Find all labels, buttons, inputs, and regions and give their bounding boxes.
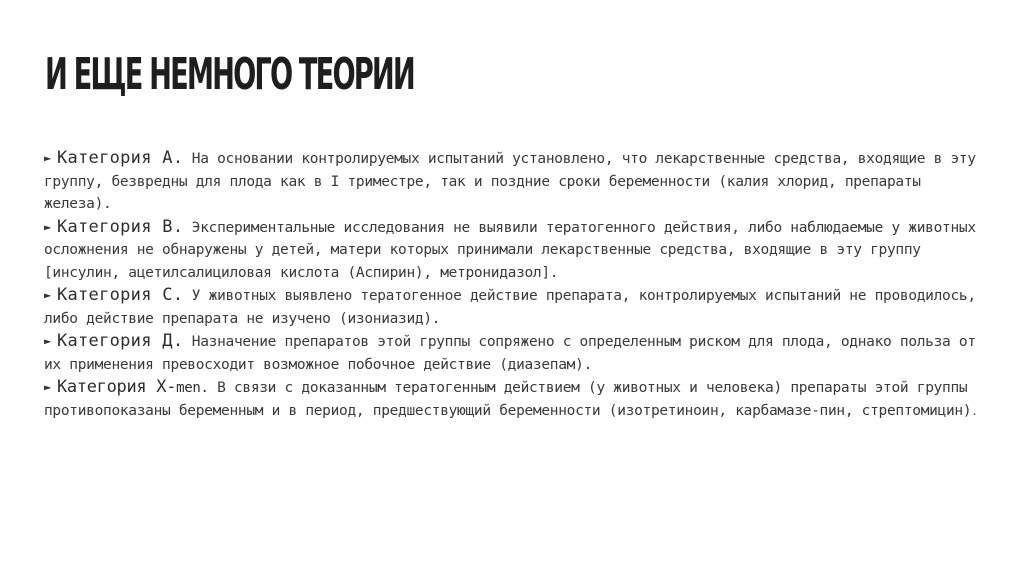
category-label-main: Категория Х- [56, 377, 177, 397]
list-item-category-a [44, 147, 984, 216]
category-label [57, 377, 209, 397]
category-list [44, 147, 984, 423]
bullet-icon: ► [44, 219, 51, 234]
bullet-icon: ► [44, 288, 51, 302]
category-label: Категория А. [56, 148, 184, 168]
bullet-icon: ► [44, 380, 51, 394]
category-text: Экспериментальные исследования не выявили тератогенного действия, либо наблюдаемые у животных осложнения не обнаружены у детей, матери которых принимали лекарственные средства, входящие в эту группу [инсулин, ацетилсалициловая кислота (Аспирин), метронидазол]. [44, 219, 976, 281]
slide-title: И ЕЩЕ НЕМНОГО ТЕОРИИ [45, 49, 414, 100]
category-label: Категория В. [56, 216, 184, 237]
bullet-icon: ► [44, 334, 51, 348]
list-item-category-c [44, 284, 984, 330]
category-label: Категория С. [56, 285, 184, 305]
category-text-tail: . [971, 404, 978, 418]
category-text: В связи с доказанным тератогенным действием (у животных и человека) препараты этой группы противопоказаны беременным и в период, предшествующий беременности (изотретиноин, карбамазе-пин, стрептомицин) [44, 380, 972, 419]
list-item-category-x [44, 376, 984, 423]
bullet-icon: ► [44, 151, 51, 165]
list-item-category-d [44, 330, 984, 376]
category-text: У животных выявлено тератогенное действие препарата, контролируемых испытаний не проводилось, либо действие препарата не изучено (изониазид). [44, 288, 976, 327]
category-text: На основании контролируемых испытаний установлено, что лекарственные средства, входящие в эту группу, безвредны для плода как в I триместре, так и поздние сроки беременности (калия хлорид, препараты железа). [44, 151, 976, 212]
category-text: Назначение препаратов этой группы сопряжено с определенным риском для плода, однако польза от их применения превосходит возможное побочное действие (диазепам). [44, 334, 976, 373]
list-item-category-b [44, 216, 984, 285]
category-label-suffix: men. [176, 380, 209, 396]
category-label: Категория Д. [56, 331, 184, 351]
